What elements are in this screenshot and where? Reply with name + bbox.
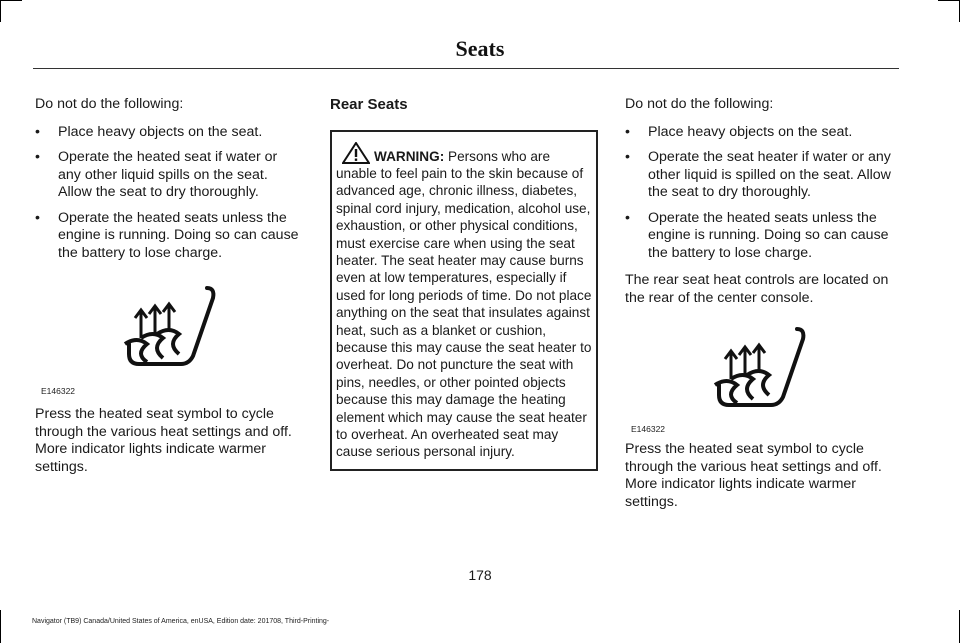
warning-box bbox=[330, 130, 598, 471]
list-item: • Place heavy objects on the seat. bbox=[625, 124, 893, 142]
list-item: • Operate the seat heater if water or any other liquid is spilled on the seat. Allow the seat to dry thoroughly. bbox=[625, 149, 893, 202]
header-divider bbox=[33, 68, 899, 69]
column-left bbox=[35, 96, 303, 486]
column-middle bbox=[330, 96, 598, 471]
intro-text: Do not do the following: bbox=[35, 96, 184, 112]
page-number: 178 bbox=[468, 567, 492, 583]
list-item: • Operate the heated seats unless the engine is running. Doing so can cause the battery to lose charge. bbox=[35, 210, 303, 263]
paragraph: The rear seat heat controls are located on the rear of the center console. bbox=[625, 272, 889, 306]
figure-code: E146322 bbox=[631, 424, 666, 434]
column-right bbox=[625, 96, 893, 521]
page-title: Seats bbox=[455, 36, 505, 61]
figure bbox=[35, 272, 303, 406]
footer-text: Navigator (TB9) Canada/United States of America, enUSA, Edition date: 201708, Third-Printing- bbox=[32, 618, 330, 625]
heated-seat-icon bbox=[713, 327, 813, 411]
paragraph: Press the heated seat symbol to cycle through the various heat settings and off. More indicator lights indicate warmer settings. bbox=[625, 441, 882, 510]
list-item: • Place heavy objects on the seat. bbox=[35, 124, 303, 142]
bullet-list bbox=[35, 124, 303, 263]
section-heading: Rear Seats bbox=[330, 96, 408, 113]
warning-label: WARNING: bbox=[374, 148, 445, 164]
crop-mark bbox=[0, 0, 1, 22]
list-item: • Operate the heated seats unless the engine is running. Doing so can cause the battery to lose charge. bbox=[625, 210, 893, 263]
figure bbox=[625, 317, 893, 441]
heated-seat-icon bbox=[123, 286, 223, 370]
paragraph: Press the heated seat symbol to cycle through the various heat settings and off. More indicator lights indicate warmer settings. bbox=[35, 406, 292, 475]
crop-mark bbox=[0, 0, 22, 1]
list-item: • Operate the heated seat if water or any other liquid spills on the seat. Allow the seat to dry thoroughly. bbox=[35, 149, 303, 202]
bullet-list bbox=[625, 124, 893, 263]
crop-mark bbox=[938, 0, 960, 1]
warning-triangle-icon bbox=[342, 142, 370, 164]
figure-code: E146322 bbox=[41, 386, 76, 396]
crop-mark bbox=[0, 610, 1, 643]
warning-text: Persons who are unable to feel pain to the skin because of advanced age, chronic illness, diabetes, spinal cord injury, medication, alcohol use, exhaustion, or other physical conditions, must exercise care when using the seat heater. The seat heater may cause burns even at low temperatures, especially if used for long periods of time. Do not place anything on the seat that insulates against heat, such as a blanket or cushion, because this may cause the seat heater to overheat. Do not puncture the seat with pins, needles, or other pointed objects because this may damage the heating element which may cause the seat heater to overheat. An overheated seat may cause serious personal injury. bbox=[336, 148, 592, 460]
intro-text: Do not do the following: bbox=[625, 96, 774, 112]
